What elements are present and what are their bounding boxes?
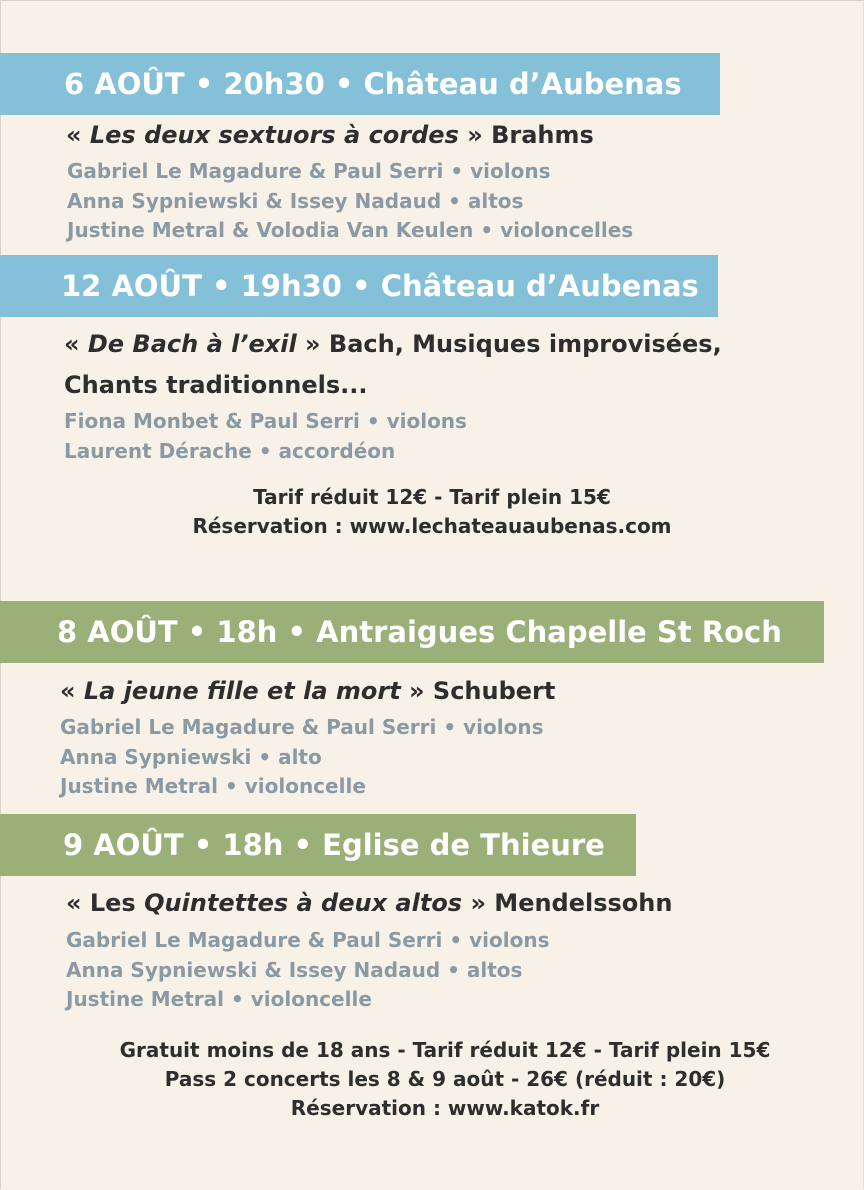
concert-1-performers [67,157,633,246]
concert-3-title [60,676,555,706]
performer-line: Justine Metral • violoncelle [66,987,372,1011]
performer-line: Gabriel Le Magadure & Paul Serri • violons [66,928,550,952]
info-line: Réservation : www.katok.fr [290,1096,600,1120]
performer-line: Anna Sypniewski & Issey Nadaud • altos [66,957,523,982]
concert-4-title-prefix: « Les [66,889,145,917]
concert-1-title [66,120,594,150]
performer-line: Laurent Dérache • accordéon [64,438,396,463]
concert-1-header: 6 AOÛT • 20h30 • Château d’Aubenas [0,53,720,115]
performer-line: Gabriel Le Magadure & Paul Serri • violons [60,715,544,739]
concert-3-performers [60,713,543,802]
performer-line: Gabriel Le Magadure & Paul Serri • violons [67,159,551,183]
aubenas-pricing [0,483,864,541]
concert-3-header: 8 AOÛT • 18h • Antraigues Chapelle St Roch [0,601,824,663]
info-line: Pass 2 concerts les 8 & 9 août - 26€ (réduit : 20€) [164,1067,726,1091]
concert-2-title-prefix: « [64,330,88,358]
performer-line: Anna Sypniewski & Issey Nadaud • altos [67,188,524,213]
concert-3-title-italic: La jeune fille et la mort [83,677,401,705]
concert-1-title-suffix: » Brahms [458,121,594,149]
concert-2-title-suffix: » Bach, Musiques improvisées, [296,330,722,358]
concert-2-title [64,329,722,359]
concert-2-header: 12 AOÛT • 19h30 • Château d’Aubenas [0,255,718,317]
concert-4-title-italic: Quintettes à deux altos [144,889,463,917]
info-line: Gratuit moins de 18 ans - Tarif réduit 12€ - Tarif plein 15€ [119,1038,771,1062]
performer-line: Fiona Monbet & Paul Serri • violons [64,409,467,433]
concert-2-title-italic: De Bach à l’exil [87,330,297,358]
concert-1-title-prefix: « [66,121,90,149]
concert-4-title-suffix: » Mendelssohn [462,889,673,917]
performer-line: Anna Sypniewski • alto [60,744,322,769]
concert-3-title-prefix: « [60,677,84,705]
info-line: Réservation : www.lechateauaubenas.com [192,514,672,538]
performer-line: Justine Metral & Volodia Van Keulen • violoncelles [67,218,634,242]
katok-pricing [0,1036,864,1123]
performer-line: Justine Metral • violoncelle [60,774,366,798]
concert-1-title-italic: Les deux sextuors à cordes [89,121,459,149]
concert-4-performers [66,926,549,1015]
concert-3-title-suffix: » Schubert [400,677,556,705]
info-line: Tarif réduit 12€ - Tarif plein 15€ [253,485,611,509]
concert-2-performers [64,407,467,466]
concert-4-title [66,888,672,918]
concert-2-title-line2: Chants traditionnels... [64,371,368,399]
concert-4-header: 9 AOÛT • 18h • Eglise de Thieure [0,814,636,876]
